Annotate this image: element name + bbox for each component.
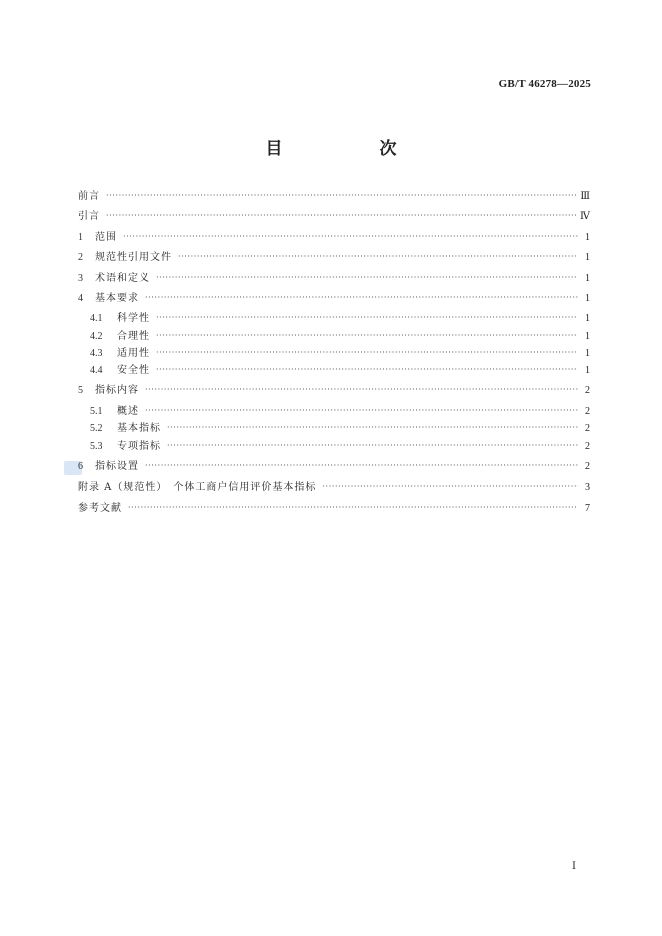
toc-entry-heading: [78, 459, 139, 475]
toc-entry-heading: [78, 209, 100, 225]
dot-leader: [156, 345, 578, 361]
toc-entry[interactable]: [78, 383, 590, 399]
toc-entry-label: 安全性: [117, 365, 150, 376]
toc-entry[interactable]: [78, 311, 590, 327]
toc-entry-number: 4: [78, 293, 83, 304]
dot-leader: [145, 382, 578, 398]
toc-entry[interactable]: [78, 291, 590, 307]
toc-entry-number: 5.2: [90, 423, 103, 434]
toc-entry-number: 2: [78, 252, 83, 263]
toc-entry[interactable]: [78, 346, 590, 362]
toc-entry-page: 1: [585, 232, 590, 243]
dot-leader: [156, 270, 578, 286]
toc-entry-heading: [78, 250, 172, 266]
dot-leader: [167, 438, 578, 454]
toc-entry[interactable]: [78, 250, 590, 266]
toc-entry-page: Ⅲ: [580, 191, 590, 202]
toc-entry-page: 3: [585, 482, 590, 493]
toc-entry-number: 4.2: [90, 331, 103, 342]
toc-entry[interactable]: [78, 439, 590, 455]
toc-entry-label: 规范性引用文件: [95, 252, 172, 263]
toc-entry-heading: [78, 404, 139, 420]
dot-leader: [106, 208, 576, 224]
toc-entry-number: 5: [78, 385, 83, 396]
dot-leader: [156, 328, 578, 344]
toc-entry-label: 指标内容: [95, 385, 139, 396]
toc-entry[interactable]: [78, 209, 590, 225]
toc-entry-page: 1: [585, 252, 590, 263]
toc-entry-heading: [78, 291, 139, 307]
toc-entry-number: 1: [78, 232, 83, 243]
toc-entry-heading: [78, 271, 150, 287]
toc-entry-number: 5.1: [90, 406, 103, 417]
toc-entry-label: 合理性: [117, 331, 150, 342]
toc-entry-number: 3: [78, 273, 83, 284]
dot-leader: [145, 458, 578, 474]
toc-entry-heading: [78, 383, 139, 399]
toc-entry-page: 7: [585, 503, 590, 514]
dot-leader: [167, 420, 578, 436]
toc-entry-page: 1: [585, 293, 590, 304]
toc-entry-number: 6: [78, 461, 83, 472]
toc-entry-page: 1: [585, 313, 590, 324]
toc-entry-number: 4.1: [90, 313, 103, 324]
toc-entry-label: 适用性: [117, 348, 150, 359]
toc-entry-label: 术语和定义: [95, 273, 150, 284]
toc-entry-heading: [78, 480, 316, 496]
toc-entry-page: 2: [585, 423, 590, 434]
toc-entry[interactable]: [78, 421, 590, 437]
toc-entry-page: 2: [585, 441, 590, 452]
toc-entry-label: 基本指标: [117, 423, 161, 434]
toc-entry-page: 1: [585, 348, 590, 359]
toc-entry-label: 基本要求: [95, 293, 139, 304]
page-number: Ⅰ: [572, 861, 576, 872]
toc-entry[interactable]: [78, 363, 590, 379]
toc-entry-label: 附录 A（规范性） 个体工商户信用评价基本指标: [78, 482, 317, 493]
dot-leader: [128, 500, 578, 516]
toc-entry-heading: [78, 311, 150, 327]
toc-entry-number: 5.3: [90, 441, 103, 452]
dot-leader: [178, 249, 578, 265]
toc-entry-label: 指标设置: [95, 461, 139, 472]
standard-number: GB/T 46278—2025: [498, 78, 591, 90]
toc-entry-page: 2: [585, 385, 590, 396]
toc-entry-page: 1: [585, 331, 590, 342]
toc-entry[interactable]: [78, 501, 590, 517]
toc-entry[interactable]: [78, 230, 590, 246]
toc-entry-page: 2: [585, 461, 590, 472]
toc-entry-label: 科学性: [117, 313, 150, 324]
toc-entry-number: 4.4: [90, 365, 103, 376]
toc-entry-label: 概述: [117, 406, 139, 417]
toc-entry-heading: [78, 189, 100, 205]
toc-entry[interactable]: [78, 189, 590, 205]
toc-entry[interactable]: [78, 271, 590, 287]
toc-entry-heading: [78, 346, 150, 362]
toc-entry-heading: [78, 421, 161, 437]
toc-entry[interactable]: [78, 404, 590, 420]
toc-entry-page: Ⅳ: [580, 211, 590, 222]
dot-leader: [156, 310, 578, 326]
toc-entry-label: 专项指标: [117, 441, 161, 452]
toc-entry-label: 前言: [78, 191, 100, 202]
toc-entry-heading: [78, 501, 122, 517]
toc-entry-label: 参考文献: [78, 503, 122, 514]
toc-entry[interactable]: [78, 329, 590, 345]
toc-entry[interactable]: [78, 480, 590, 496]
dot-leader: [123, 229, 578, 245]
toc-entry-heading: [78, 439, 161, 455]
dot-leader: [145, 290, 578, 306]
toc-entry-heading: [78, 329, 150, 345]
dot-leader: [106, 188, 576, 204]
toc-entry-page: 1: [585, 365, 590, 376]
toc-entry-number: 4.3: [90, 348, 103, 359]
toc-entry-label: 范围: [95, 232, 117, 243]
toc-entry[interactable]: [78, 459, 590, 475]
dot-leader: [156, 362, 578, 378]
toc-entry-label: 引言: [78, 211, 100, 222]
toc-entry-page: 1: [585, 273, 590, 284]
toc-entry-page: 2: [585, 406, 590, 417]
toc-entry-heading: [78, 363, 150, 379]
toc-entry-heading: [78, 230, 117, 246]
dot-leader: [145, 403, 578, 419]
toc-title: 目 次: [265, 139, 437, 159]
dot-leader: [322, 479, 578, 495]
